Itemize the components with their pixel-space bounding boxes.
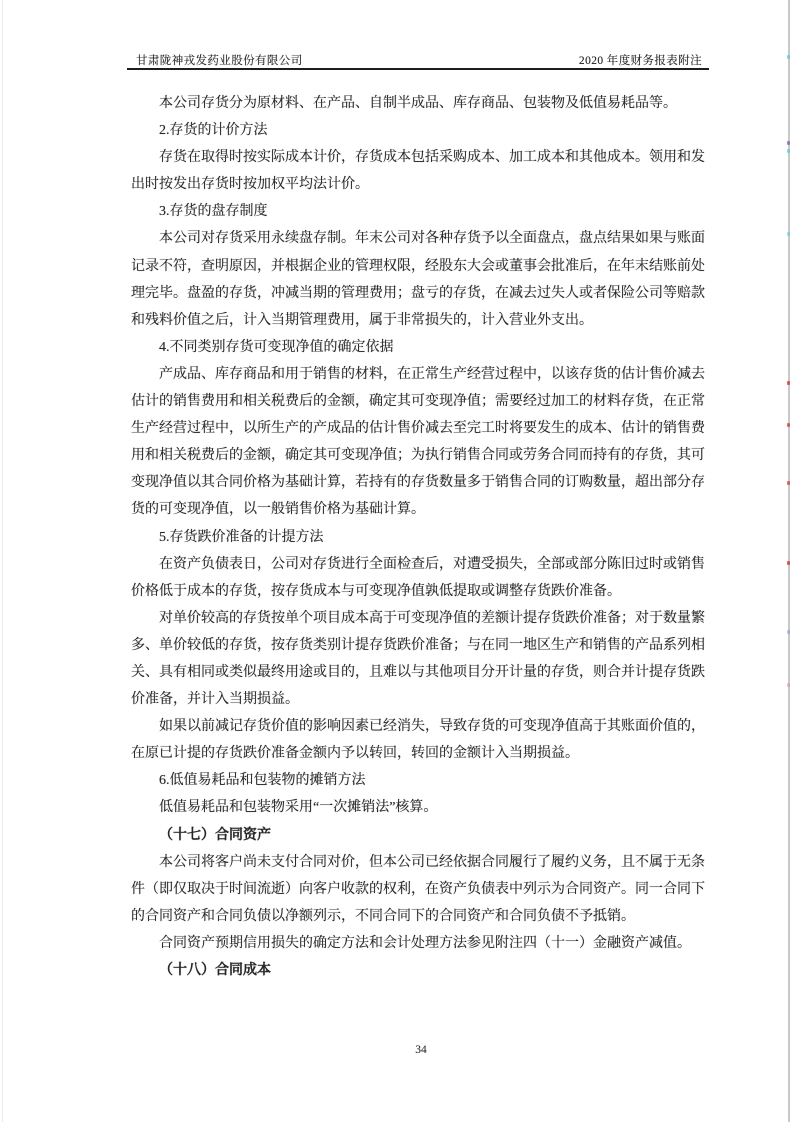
body-line: 6.低值易耗品和包装物的摊销方法 bbox=[159, 773, 366, 789]
body-line: 5.存货跌价准备的计提方法 bbox=[159, 529, 324, 545]
scan-speck bbox=[787, 381, 790, 385]
scan-speck bbox=[787, 149, 790, 153]
section-heading: （十七）合同资产 bbox=[159, 827, 271, 843]
body-line: 和残料价值之后，计入当期管理费用，属于非常损失的，计入营业外支出。 bbox=[131, 312, 593, 328]
body-line: 记录不符，查明原因，并根据企业的管理权限，经股东大会或董事会批准后，在年末结账前处 bbox=[131, 258, 705, 274]
header-company-name: 甘肃陇神戎发药业股份有限公司 bbox=[136, 55, 303, 67]
body-line: 产成品、库存商品和用于销售的材料，在正常生产经营过程中，以该存货的估计售价减去 bbox=[159, 366, 705, 382]
section-heading: （十八）合同成本 bbox=[159, 963, 271, 978]
body-line: 出时按发出存货时按加权平均法计价。 bbox=[131, 177, 369, 193]
body-line: 价格低于成本的存货，按存货成本与可变现净值孰低提取或调整存货跌价准备。 bbox=[131, 583, 621, 599]
body-line: 3.存货的盘存制度 bbox=[159, 204, 268, 220]
body-line: 的合同资产和合同负债以净额列示，不同合同下的合同资产和合同负债不予抵销。 bbox=[131, 908, 635, 924]
scan-speck bbox=[787, 232, 790, 236]
body-line: 4.不同类别存货可变现净值的确定依据 bbox=[159, 339, 394, 355]
body-line: 理完毕。盘盈的存货，冲减当期的管理费用；盘亏的存货，在减去过失人或者保险公司等赔款 bbox=[131, 285, 705, 301]
page-number: 34 bbox=[415, 1044, 427, 1056]
body-line: 生产经营过程中，以所生产的产成品的估计售价减去至完工时将要发生的成本、估计的销售费 bbox=[131, 421, 705, 437]
body-line: 本公司存货分为原材料、在产品、自制半成品、库存商品、包装物及低值易耗品等。 bbox=[159, 96, 677, 111]
scan-speck bbox=[787, 55, 790, 59]
scan-speck bbox=[787, 141, 790, 145]
document-body bbox=[131, 90, 709, 984]
body-line: 用和相关税费后的金额，确定其可变现净值；为执行销售合同或劳务合同而持有的存货，其可 bbox=[131, 448, 705, 464]
body-line: 多、单价较低的存货，按存货类别计提存货跌价准备；与在同一地区生产和销售的产品系列相 bbox=[131, 637, 705, 653]
body-line: 本公司对存货采用永续盘存制。年末公司对各种存货予以全面盘点，盘点结果如果与账面 bbox=[159, 231, 705, 247]
body-line: 如果以前减记存货价值的影响因素已经消失，导致存货的可变现净值高于其账面价值的， bbox=[159, 719, 705, 735]
scan-speck bbox=[787, 561, 790, 565]
scan-speck bbox=[787, 683, 790, 687]
body-line: 存货在取得时按实际成本计价，存货成本包括采购成本、加工成本和其他成本。领用和发 bbox=[159, 150, 705, 166]
body-line: 估计的销售费用和相关税费后的金额，确定其可变现净值；需要经过加工的材料存货，在正常 bbox=[131, 394, 705, 410]
body-line: 在原已计提的存货跌价准备金额内予以转回，转回的金额计入当期损益。 bbox=[131, 746, 579, 762]
header-document-title: 2020 年度财务报表附注 bbox=[578, 55, 702, 67]
body-line: 对单价较高的存货按单个项目成本高于可变现净值的差额计提存货跌价准备；对于数量繁 bbox=[159, 610, 705, 626]
body-line: 变现净值以其合同价格为基础计算，若持有的存货数量多于销售合同的订购数量，超出部分存 bbox=[131, 475, 705, 491]
scan-speck bbox=[787, 630, 790, 634]
body-line: 2.存货的计价方法 bbox=[159, 123, 268, 139]
scan-speck bbox=[787, 481, 790, 485]
body-line: 货的可变现净值，以一般销售价格为基础计算。 bbox=[131, 502, 425, 518]
body-line: 低值易耗品和包装物采用“一次摊销法”核算。 bbox=[159, 800, 438, 816]
body-line: 本公司将客户尚未支付合同对价，但本公司已经依据合同履行了履约义务，且不属于无条 bbox=[159, 854, 705, 870]
body-line: 件（即仅取决于时间流逝）向客户收款的权利，在资产负债表中列示为合同资产。同一合同下 bbox=[131, 881, 705, 897]
body-line: 关、具有相同或类似最终用途或目的，且难以与其他项目分开计量的存货，则合并计提存货跌 bbox=[131, 664, 705, 680]
body-line: 价准备，并计入当期损益。 bbox=[131, 692, 299, 708]
scan-speck bbox=[787, 423, 790, 427]
body-line: 在资产负债表日，公司对存货进行全面检查后，对遭受损失，全部或部分陈旧过时或销售 bbox=[159, 556, 705, 572]
scan-edge-artifact-left bbox=[2, 0, 3, 1122]
header-rule bbox=[127, 68, 709, 70]
body-line: 合同资产预期信用损失的确定方法和会计处理方法参见附注四（十一）金融资产减值。 bbox=[159, 935, 691, 951]
